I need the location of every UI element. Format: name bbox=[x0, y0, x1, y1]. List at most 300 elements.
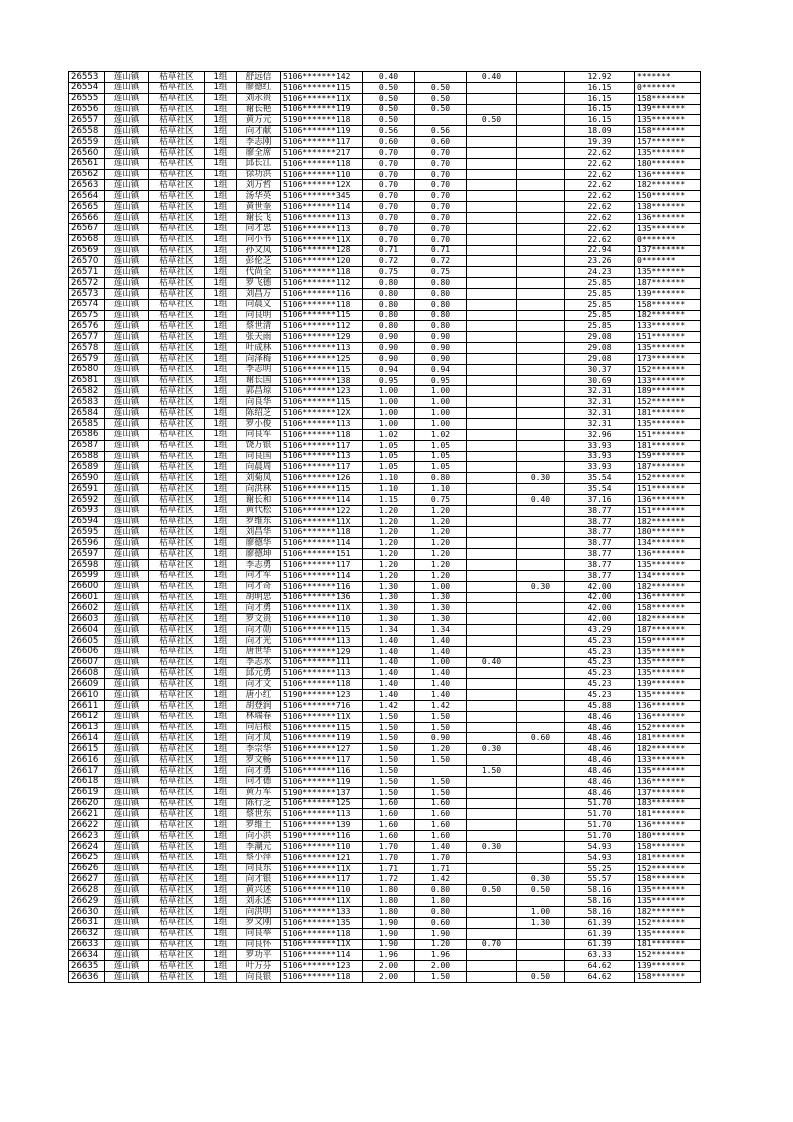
area-a-cell: 0.80 bbox=[415, 299, 467, 310]
total-area-cell: 0.80 bbox=[363, 321, 415, 332]
group-cell: 1组 bbox=[205, 787, 237, 798]
name-cell: 向良怀 bbox=[237, 939, 281, 950]
group-cell: 1组 bbox=[205, 570, 237, 581]
area-b-cell bbox=[467, 625, 517, 636]
phone-cell: 182******* bbox=[635, 906, 701, 917]
id-number-cell: 5106*******136 bbox=[281, 592, 363, 603]
area-a-cell: 1.20 bbox=[415, 505, 467, 516]
serial-number-cell: 26565 bbox=[69, 202, 105, 213]
area-c-cell bbox=[517, 137, 565, 148]
amount-cell: 25.85 bbox=[565, 310, 635, 321]
area-a-cell: 0.70 bbox=[415, 169, 467, 180]
group-cell: 1组 bbox=[205, 93, 237, 104]
community-cell: 枯草社区 bbox=[149, 202, 205, 213]
community-cell: 枯草社区 bbox=[149, 137, 205, 148]
total-area-cell: 0.40 bbox=[363, 72, 415, 83]
community-cell: 枯草社区 bbox=[149, 733, 205, 744]
total-area-cell: 1.50 bbox=[363, 722, 415, 733]
area-b-cell bbox=[467, 343, 517, 354]
area-c-cell bbox=[517, 679, 565, 690]
total-area-cell: 1.34 bbox=[363, 625, 415, 636]
table-row bbox=[69, 700, 701, 711]
amount-cell: 42.00 bbox=[565, 603, 635, 614]
group-cell: 1组 bbox=[205, 549, 237, 560]
serial-number-cell: 26636 bbox=[69, 972, 105, 983]
community-cell: 枯草社区 bbox=[149, 267, 205, 278]
area-a-cell: 1.50 bbox=[415, 787, 467, 798]
area-c-cell bbox=[517, 191, 565, 202]
phone-cell: 135******* bbox=[635, 690, 701, 701]
name-cell: 汤华英 bbox=[237, 191, 281, 202]
area-c-cell: 0.50 bbox=[517, 885, 565, 896]
phone-cell: 151******* bbox=[635, 484, 701, 495]
name-cell: 蔡世东 bbox=[237, 809, 281, 820]
serial-number-cell: 26570 bbox=[69, 256, 105, 267]
community-cell: 枯草社区 bbox=[149, 625, 205, 636]
town-cell: 莲山镇 bbox=[105, 744, 149, 755]
area-a-cell: 0.70 bbox=[415, 212, 467, 223]
amount-cell: 45.23 bbox=[565, 646, 635, 657]
area-b-cell bbox=[467, 690, 517, 701]
amount-cell: 29.08 bbox=[565, 332, 635, 343]
phone-cell: 180******* bbox=[635, 527, 701, 538]
table-row bbox=[69, 614, 701, 625]
area-c-cell bbox=[517, 570, 565, 581]
amount-cell: 38.77 bbox=[565, 538, 635, 549]
area-a-cell: 1.60 bbox=[415, 798, 467, 809]
town-cell: 莲山镇 bbox=[105, 484, 149, 495]
amount-cell: 64.62 bbox=[565, 972, 635, 983]
total-area-cell: 1.00 bbox=[363, 419, 415, 430]
name-cell: 陈行芝 bbox=[237, 798, 281, 809]
amount-cell: 51.70 bbox=[565, 798, 635, 809]
community-cell: 枯草社区 bbox=[149, 82, 205, 93]
area-b-cell bbox=[467, 874, 517, 885]
total-area-cell: 0.70 bbox=[363, 158, 415, 169]
area-a-cell: 0.75 bbox=[415, 267, 467, 278]
area-c-cell bbox=[517, 310, 565, 321]
town-cell: 莲山镇 bbox=[105, 635, 149, 646]
total-area-cell: 1.80 bbox=[363, 885, 415, 896]
table-row bbox=[69, 343, 701, 354]
serial-number-cell: 26631 bbox=[69, 917, 105, 928]
town-cell: 莲山镇 bbox=[105, 798, 149, 809]
table-row bbox=[69, 353, 701, 364]
community-cell: 枯草社区 bbox=[149, 700, 205, 711]
amount-cell: 16.15 bbox=[565, 115, 635, 126]
id-number-cell: 5106*******113 bbox=[281, 223, 363, 234]
total-area-cell: 0.90 bbox=[363, 343, 415, 354]
name-cell: 李志刚 bbox=[237, 137, 281, 148]
phone-cell: 187******* bbox=[635, 462, 701, 473]
town-cell: 莲山镇 bbox=[105, 646, 149, 657]
phone-cell: 181******* bbox=[635, 939, 701, 950]
area-c-cell bbox=[517, 950, 565, 961]
serial-number-cell: 26614 bbox=[69, 733, 105, 744]
group-cell: 1组 bbox=[205, 776, 237, 787]
group-cell: 1组 bbox=[205, 288, 237, 299]
group-cell: 1组 bbox=[205, 635, 237, 646]
name-cell: 向才忠 bbox=[237, 223, 281, 234]
community-cell: 枯草社区 bbox=[149, 831, 205, 842]
area-b-cell bbox=[467, 896, 517, 907]
area-a-cell: 0.90 bbox=[415, 332, 467, 343]
amount-cell: 12.92 bbox=[565, 72, 635, 83]
amount-cell: 35.54 bbox=[565, 484, 635, 495]
phone-cell: 135******* bbox=[635, 885, 701, 896]
phone-cell: 152******* bbox=[635, 950, 701, 961]
name-cell: 向才奇 bbox=[237, 581, 281, 592]
phone-cell: 152******* bbox=[635, 863, 701, 874]
area-c-cell: 1.00 bbox=[517, 906, 565, 917]
amount-cell: 16.15 bbox=[565, 93, 635, 104]
town-cell: 莲山镇 bbox=[105, 733, 149, 744]
table-row bbox=[69, 538, 701, 549]
town-cell: 莲山镇 bbox=[105, 549, 149, 560]
group-cell: 1组 bbox=[205, 267, 237, 278]
area-c-cell bbox=[517, 82, 565, 93]
area-a-cell: 1.00 bbox=[415, 386, 467, 397]
phone-cell: 0******* bbox=[635, 82, 701, 93]
id-number-cell: 5106*******129 bbox=[281, 646, 363, 657]
serial-number-cell: 26562 bbox=[69, 169, 105, 180]
community-cell: 枯草社区 bbox=[149, 657, 205, 668]
area-b-cell bbox=[467, 429, 517, 440]
serial-number-cell: 26580 bbox=[69, 364, 105, 375]
area-c-cell bbox=[517, 353, 565, 364]
total-area-cell: 0.80 bbox=[363, 299, 415, 310]
table-row bbox=[69, 440, 701, 451]
phone-cell: 158******* bbox=[635, 299, 701, 310]
area-c-cell bbox=[517, 538, 565, 549]
table-row bbox=[69, 744, 701, 755]
id-number-cell: 5106*******11X bbox=[281, 93, 363, 104]
table-row bbox=[69, 928, 701, 939]
town-cell: 莲山镇 bbox=[105, 245, 149, 256]
area-c-cell bbox=[517, 158, 565, 169]
table-row bbox=[69, 755, 701, 766]
area-b-cell bbox=[467, 549, 517, 560]
table-row bbox=[69, 646, 701, 657]
table-row bbox=[69, 592, 701, 603]
town-cell: 莲山镇 bbox=[105, 787, 149, 798]
group-cell: 1组 bbox=[205, 386, 237, 397]
group-cell: 1组 bbox=[205, 950, 237, 961]
town-cell: 莲山镇 bbox=[105, 657, 149, 668]
id-number-cell: 5106*******118 bbox=[281, 679, 363, 690]
name-cell: 向晨周 bbox=[237, 462, 281, 473]
area-c-cell bbox=[517, 126, 565, 137]
name-cell: 向良军 bbox=[237, 429, 281, 440]
serial-number-cell: 26585 bbox=[69, 419, 105, 430]
serial-number-cell: 26607 bbox=[69, 657, 105, 668]
community-cell: 枯草社区 bbox=[149, 744, 205, 755]
town-cell: 莲山镇 bbox=[105, 690, 149, 701]
id-number-cell: 5106*******113 bbox=[281, 668, 363, 679]
community-cell: 枯草社区 bbox=[149, 950, 205, 961]
amount-cell: 45.23 bbox=[565, 690, 635, 701]
area-c-cell bbox=[517, 711, 565, 722]
area-a-cell: 1.20 bbox=[415, 549, 467, 560]
serial-number-cell: 26589 bbox=[69, 462, 105, 473]
group-cell: 1组 bbox=[205, 484, 237, 495]
community-cell: 枯草社区 bbox=[149, 527, 205, 538]
id-number-cell: 5106*******115 bbox=[281, 484, 363, 495]
area-a-cell: 1.60 bbox=[415, 831, 467, 842]
area-b-cell bbox=[467, 256, 517, 267]
amount-cell: 32.31 bbox=[565, 408, 635, 419]
name-cell: 向良华 bbox=[237, 397, 281, 408]
serial-number-cell: 26591 bbox=[69, 484, 105, 495]
town-cell: 莲山镇 bbox=[105, 841, 149, 852]
serial-number-cell: 26566 bbox=[69, 212, 105, 223]
id-number-cell: 5106*******126 bbox=[281, 473, 363, 484]
area-a-cell: 0.70 bbox=[415, 223, 467, 234]
area-b-cell bbox=[467, 972, 517, 983]
area-b-cell bbox=[467, 267, 517, 278]
community-cell: 枯草社区 bbox=[149, 364, 205, 375]
area-a-cell: 0.80 bbox=[415, 278, 467, 289]
area-b-cell bbox=[467, 733, 517, 744]
table-row bbox=[69, 82, 701, 93]
name-cell: 廖德坤 bbox=[237, 549, 281, 560]
area-b-cell: 0.30 bbox=[467, 744, 517, 755]
serial-number-cell: 26578 bbox=[69, 343, 105, 354]
id-number-cell: 5106*******113 bbox=[281, 635, 363, 646]
town-cell: 莲山镇 bbox=[105, 494, 149, 505]
serial-number-cell: 26606 bbox=[69, 646, 105, 657]
group-cell: 1组 bbox=[205, 874, 237, 885]
table-row bbox=[69, 288, 701, 299]
phone-cell: 135******* bbox=[635, 115, 701, 126]
table-row bbox=[69, 397, 701, 408]
area-b-cell bbox=[467, 831, 517, 842]
group-cell: 1组 bbox=[205, 852, 237, 863]
total-area-cell: 1.40 bbox=[363, 657, 415, 668]
community-cell: 枯草社区 bbox=[149, 288, 205, 299]
amount-cell: 45.23 bbox=[565, 635, 635, 646]
serial-number-cell: 26557 bbox=[69, 115, 105, 126]
area-a-cell: 1.20 bbox=[415, 744, 467, 755]
group-cell: 1组 bbox=[205, 961, 237, 972]
phone-cell: 158******* bbox=[635, 841, 701, 852]
table-row bbox=[69, 147, 701, 158]
group-cell: 1组 bbox=[205, 234, 237, 245]
area-b-cell bbox=[467, 234, 517, 245]
area-a-cell: 1.40 bbox=[415, 690, 467, 701]
table-row bbox=[69, 484, 701, 495]
id-number-cell: 5106*******110 bbox=[281, 614, 363, 625]
table-row bbox=[69, 559, 701, 570]
name-cell: 罗飞德 bbox=[237, 278, 281, 289]
area-c-cell bbox=[517, 234, 565, 245]
name-cell: 刘万哲 bbox=[237, 180, 281, 191]
id-number-cell: 5106*******114 bbox=[281, 950, 363, 961]
town-cell: 莲山镇 bbox=[105, 82, 149, 93]
phone-cell: 133******* bbox=[635, 375, 701, 386]
community-cell: 枯草社区 bbox=[149, 592, 205, 603]
amount-cell: 38.77 bbox=[565, 549, 635, 560]
phone-cell: 0******* bbox=[635, 256, 701, 267]
town-cell: 莲山镇 bbox=[105, 852, 149, 863]
serial-number-cell: 26593 bbox=[69, 505, 105, 516]
area-b-cell bbox=[467, 494, 517, 505]
area-c-cell bbox=[517, 288, 565, 299]
phone-cell: 135******* bbox=[635, 147, 701, 158]
table-row bbox=[69, 635, 701, 646]
group-cell: 1组 bbox=[205, 939, 237, 950]
area-a-cell: 0.80 bbox=[415, 288, 467, 299]
serial-number-cell: 26575 bbox=[69, 310, 105, 321]
group-cell: 1组 bbox=[205, 722, 237, 733]
serial-number-cell: 26588 bbox=[69, 451, 105, 462]
area-b-cell bbox=[467, 245, 517, 256]
area-b-cell bbox=[467, 635, 517, 646]
group-cell: 1组 bbox=[205, 831, 237, 842]
total-area-cell: 0.71 bbox=[363, 245, 415, 256]
phone-cell: 180******* bbox=[635, 831, 701, 842]
serial-number-cell: 26568 bbox=[69, 234, 105, 245]
phone-cell: 183******* bbox=[635, 798, 701, 809]
id-number-cell: 5190*******123 bbox=[281, 690, 363, 701]
amount-cell: 19.39 bbox=[565, 137, 635, 148]
area-c-cell bbox=[517, 451, 565, 462]
amount-cell: 16.15 bbox=[565, 104, 635, 115]
area-c-cell bbox=[517, 332, 565, 343]
name-cell: 廖德华 bbox=[237, 538, 281, 549]
table-row bbox=[69, 917, 701, 928]
community-cell: 枯草社区 bbox=[149, 711, 205, 722]
name-cell: 徐功洪 bbox=[237, 169, 281, 180]
name-cell: 向晨义 bbox=[237, 299, 281, 310]
amount-cell: 51.70 bbox=[565, 809, 635, 820]
area-b-cell bbox=[467, 191, 517, 202]
community-cell: 枯草社区 bbox=[149, 386, 205, 397]
amount-cell: 54.93 bbox=[565, 841, 635, 852]
community-cell: 枯草社区 bbox=[149, 906, 205, 917]
table-row bbox=[69, 972, 701, 983]
name-cell: 向才德 bbox=[237, 776, 281, 787]
serial-number-cell: 26603 bbox=[69, 614, 105, 625]
group-cell: 1组 bbox=[205, 278, 237, 289]
id-number-cell: 5106*******121 bbox=[281, 852, 363, 863]
amount-cell: 54.93 bbox=[565, 852, 635, 863]
serial-number-cell: 26592 bbox=[69, 494, 105, 505]
id-number-cell: 5106*******151 bbox=[281, 549, 363, 560]
phone-cell: 158******* bbox=[635, 874, 701, 885]
area-a-cell: 1.40 bbox=[415, 841, 467, 852]
town-cell: 莲山镇 bbox=[105, 419, 149, 430]
area-c-cell bbox=[517, 375, 565, 386]
amount-cell: 32.31 bbox=[565, 419, 635, 430]
total-area-cell: 1.40 bbox=[363, 690, 415, 701]
id-number-cell: 5106*******118 bbox=[281, 267, 363, 278]
area-b-cell bbox=[467, 310, 517, 321]
serial-number-cell: 26635 bbox=[69, 961, 105, 972]
area-c-cell bbox=[517, 625, 565, 636]
area-c-cell bbox=[517, 223, 565, 234]
area-a-cell: 1.96 bbox=[415, 950, 467, 961]
area-b-cell bbox=[467, 505, 517, 516]
area-a-cell: 1.30 bbox=[415, 603, 467, 614]
community-cell: 枯草社区 bbox=[149, 820, 205, 831]
name-cell: 向才献 bbox=[237, 126, 281, 137]
id-number-cell: 5106*******125 bbox=[281, 353, 363, 364]
town-cell: 莲山镇 bbox=[105, 625, 149, 636]
group-cell: 1组 bbox=[205, 690, 237, 701]
community-cell: 枯草社区 bbox=[149, 939, 205, 950]
community-cell: 枯草社区 bbox=[149, 809, 205, 820]
id-number-cell: 5106*******110 bbox=[281, 169, 363, 180]
name-cell: 唐世华 bbox=[237, 646, 281, 657]
phone-cell: 136******* bbox=[635, 494, 701, 505]
table-row bbox=[69, 874, 701, 885]
community-cell: 枯草社区 bbox=[149, 440, 205, 451]
table-row bbox=[69, 137, 701, 148]
area-c-cell bbox=[517, 820, 565, 831]
group-cell: 1组 bbox=[205, 917, 237, 928]
total-area-cell: 1.20 bbox=[363, 549, 415, 560]
name-cell: 谢长飞 bbox=[237, 212, 281, 223]
phone-cell: 181******* bbox=[635, 440, 701, 451]
area-b-cell bbox=[467, 375, 517, 386]
area-b-cell: 0.30 bbox=[467, 841, 517, 852]
phone-cell: 151******* bbox=[635, 505, 701, 516]
area-b-cell bbox=[467, 180, 517, 191]
table-row bbox=[69, 169, 701, 180]
community-cell: 枯草社区 bbox=[149, 321, 205, 332]
area-b-cell bbox=[467, 451, 517, 462]
area-b-cell bbox=[467, 711, 517, 722]
amount-cell: 22.62 bbox=[565, 180, 635, 191]
id-number-cell: 5106*******123 bbox=[281, 961, 363, 972]
amount-cell: 63.33 bbox=[565, 950, 635, 961]
name-cell: 向洪明 bbox=[237, 906, 281, 917]
area-a-cell: 1.05 bbox=[415, 451, 467, 462]
table-row bbox=[69, 668, 701, 679]
amount-cell: 45.23 bbox=[565, 657, 635, 668]
community-cell: 枯草社区 bbox=[149, 332, 205, 343]
serial-number-cell: 26608 bbox=[69, 668, 105, 679]
area-b-cell bbox=[467, 787, 517, 798]
phone-cell: 139******* bbox=[635, 679, 701, 690]
table-row bbox=[69, 766, 701, 777]
total-area-cell: 1.02 bbox=[363, 429, 415, 440]
community-cell: 枯草社区 bbox=[149, 473, 205, 484]
area-a-cell bbox=[415, 72, 467, 83]
area-a-cell: 1.71 bbox=[415, 863, 467, 874]
town-cell: 莲山镇 bbox=[105, 961, 149, 972]
town-cell: 莲山镇 bbox=[105, 364, 149, 375]
name-cell: 胡登润 bbox=[237, 700, 281, 711]
area-b-cell bbox=[467, 679, 517, 690]
amount-cell: 58.16 bbox=[565, 885, 635, 896]
area-a-cell: 0.71 bbox=[415, 245, 467, 256]
area-a-cell: 1.20 bbox=[415, 559, 467, 570]
table-row bbox=[69, 321, 701, 332]
area-a-cell: 0.90 bbox=[415, 343, 467, 354]
community-cell: 枯草社区 bbox=[149, 353, 205, 364]
total-area-cell: 0.56 bbox=[363, 126, 415, 137]
community-cell: 枯草社区 bbox=[149, 278, 205, 289]
amount-cell: 29.08 bbox=[565, 353, 635, 364]
serial-number-cell: 26571 bbox=[69, 267, 105, 278]
area-a-cell: 1.20 bbox=[415, 538, 467, 549]
town-cell: 莲山镇 bbox=[105, 115, 149, 126]
serial-number-cell: 26615 bbox=[69, 744, 105, 755]
community-cell: 枯草社区 bbox=[149, 874, 205, 885]
group-cell: 1组 bbox=[205, 180, 237, 191]
